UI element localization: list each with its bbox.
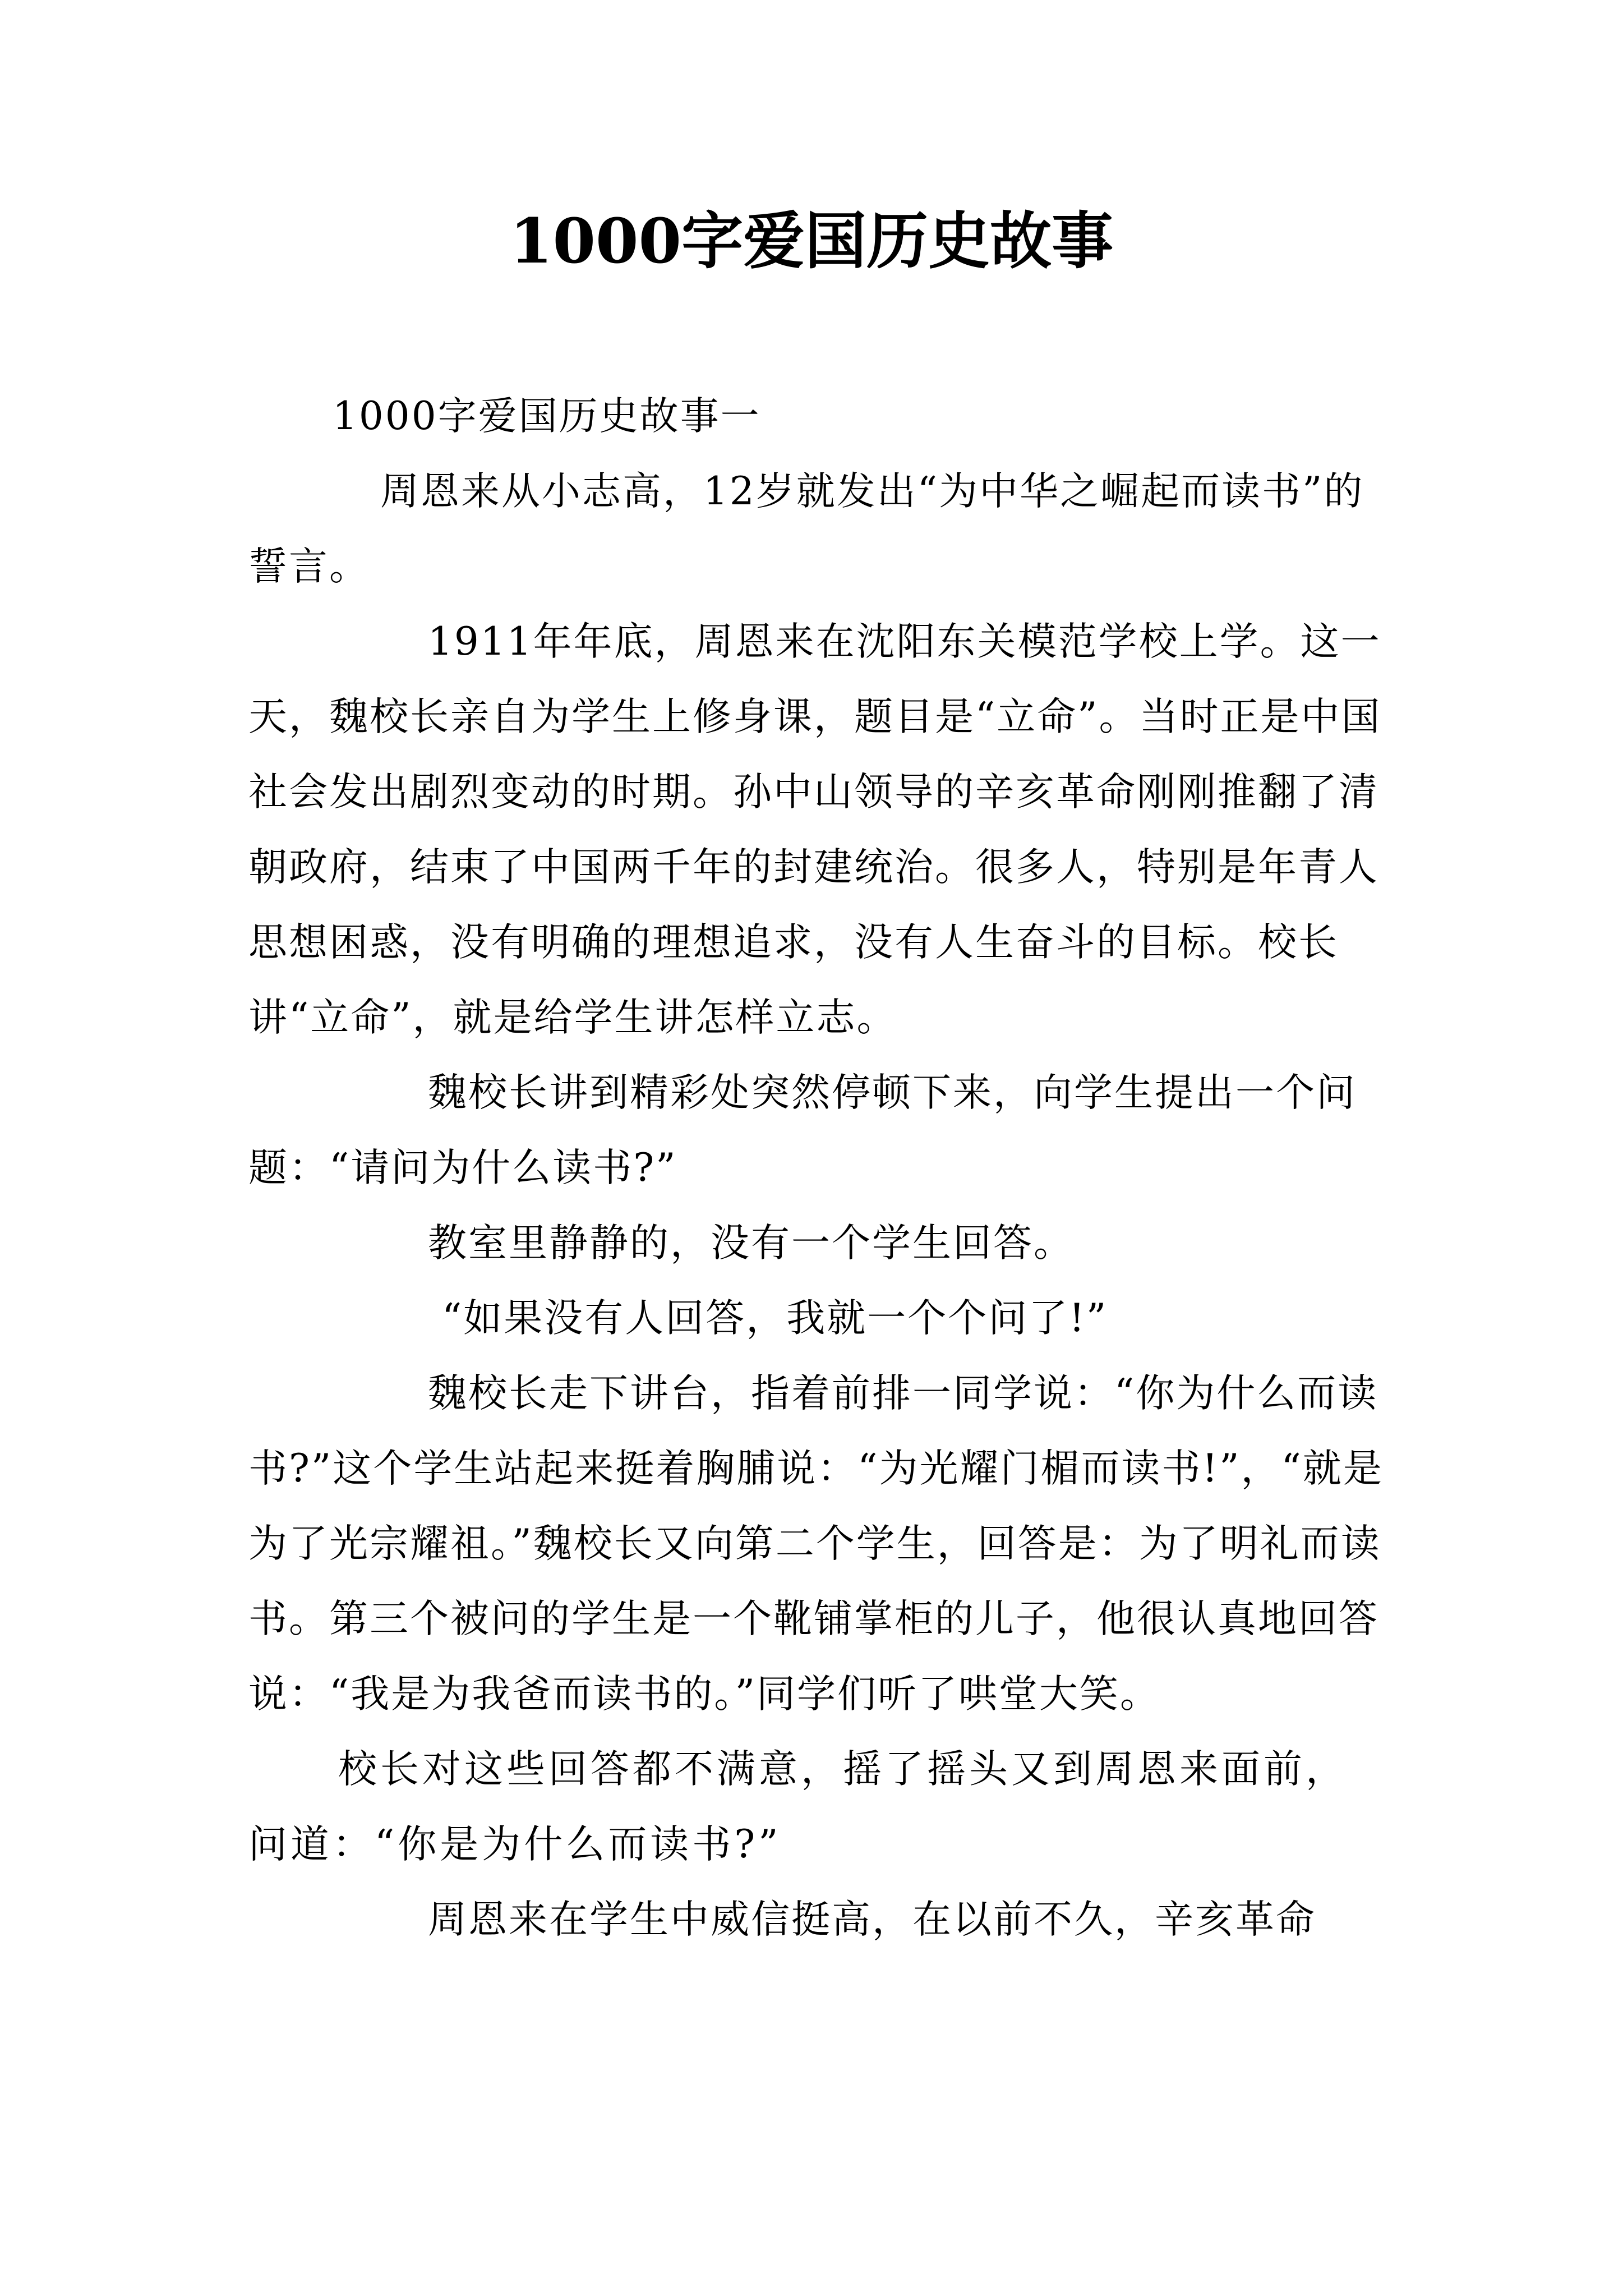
paragraph-5: “如果没有人回答，我就一个个问了!” bbox=[442, 1296, 1108, 1341]
paragraph-2: 1911年年底，周恩来在沈阳东关模范学校上学。这一天，魏校长亲自为学生上修身课，题目是“立命”。当时正是中国社会发出剧烈变动的时期。孙中山领导的辛亥革命刚刚推翻了清朝政府，结束了中国两千年的封建统治。很多人，特别是年青人思想困惑，没有明确的理想追求，没有人生奋斗的目标。校长讲“立命”，就是给学生讲怎样立志。 bbox=[248, 619, 1382, 1040]
section-heading: 1000字爱国历史故事一 bbox=[333, 394, 761, 439]
paragraph-7: 校长对这些回答都不满意，摇了摇头又到周恩来面前，问道：“你是为什么而读书?” bbox=[248, 1747, 1348, 1867]
paragraph-3: 魏校长讲到精彩处突然停顿下来，向学生提出一个问题：“请问为什么读书?” bbox=[248, 1070, 1357, 1190]
paragraph-4: 教室里静静的，没有一个学生回答。 bbox=[428, 1221, 1074, 1266]
paragraph-1: 周恩来从小志高，12岁就发出“为中华之崛起而读书”的誓言。 bbox=[248, 469, 1364, 589]
document-body bbox=[248, 379, 1384, 1957]
document-title: 1000字爱国历史故事 bbox=[509, 205, 1114, 277]
paragraph-8: 周恩来在学生中威信挺高，在以前不久，辛亥革命 bbox=[428, 1897, 1316, 1942]
paragraph-6: 魏校长走下讲台，指着前排一同学说：“你为什么而读书?”这个学生站起来挺着胸脯说：“为光耀门楣而读书!”，“就是为了光宗耀祖。”魏校长又向第二个学生，回答是：为了明礼而读书。第三个被问的学生是一个靴铺掌柜的儿子，他很认真地回答说：“我是为我爸而读书的。”同学们听了哄堂大笑。 bbox=[248, 1371, 1384, 1717]
